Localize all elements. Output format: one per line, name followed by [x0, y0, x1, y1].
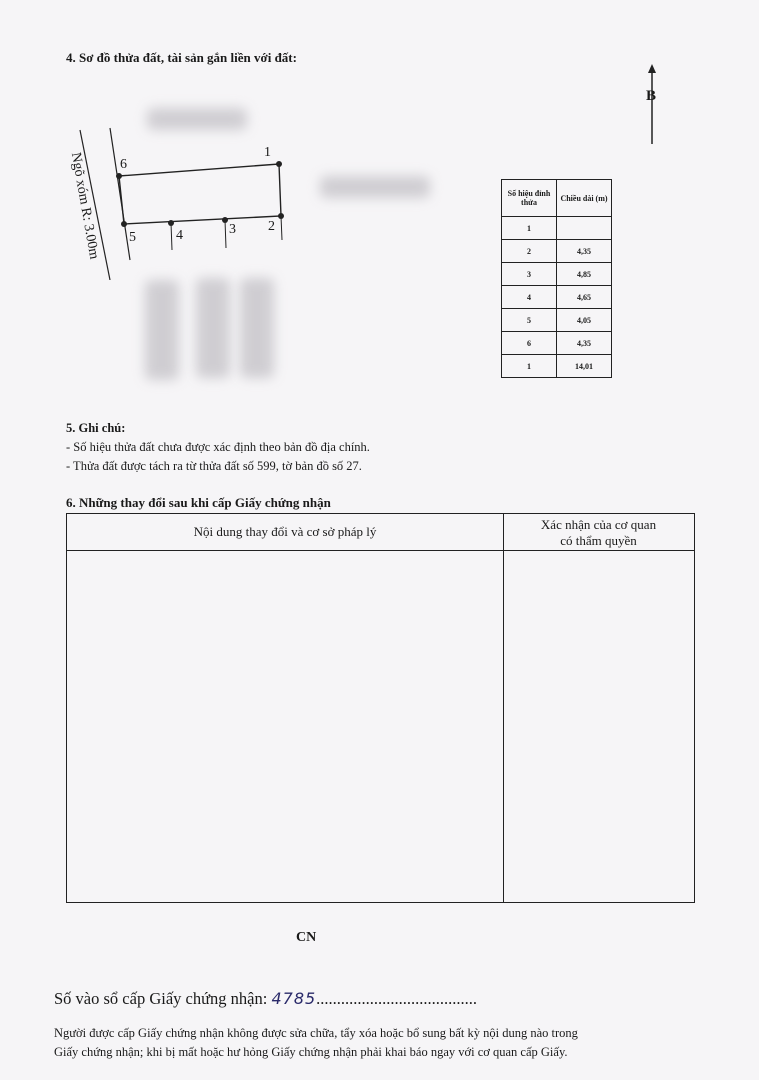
table-cell: 4,35 [557, 332, 612, 355]
blurred-label [196, 278, 230, 378]
column-header-confirmation: Xác nhận của cơ quan có thẩm quyền [540, 517, 657, 548]
table-cell: 6 [502, 332, 557, 355]
table-cell: 1 [502, 355, 557, 378]
column-divider [503, 514, 504, 902]
registry-label: Số vào sổ cấp Giấy chứng nhận: [54, 989, 268, 1008]
section-4-title: 4. Sơ đồ thửa đất, tài sản gắn liền với đất: [66, 50, 297, 65]
north-label: B [646, 88, 657, 104]
blurred-label [320, 176, 430, 198]
table-cell: 4 [502, 286, 557, 309]
changes-table [66, 513, 695, 903]
point-label-6: 6 [120, 157, 127, 172]
table-cell: 3 [502, 263, 557, 286]
table-cell: 4,65 [557, 286, 612, 309]
road-label: Ngõ xóm R: 3.00m [67, 151, 102, 261]
vertex-length-table [501, 179, 612, 378]
column-header-content: Nội dung thay đổi và cơ sở pháp lý [193, 524, 377, 539]
table-cell: 14,01 [557, 355, 612, 378]
registry-line [54, 989, 477, 1009]
point-label-5: 5 [129, 230, 136, 245]
section-5-title: 5. Ghi chú: [66, 421, 126, 435]
warning-line-1: Người được cấp Giấy chứng nhận không được sửa chữa, tẩy xóa hoặc bổ sung bất kỳ nội dung nào trong [54, 1026, 578, 1040]
note-line: - Số hiệu thửa đất chưa được xác định theo bản đồ địa chính. [66, 440, 370, 454]
road-edge-inner [110, 128, 130, 260]
table-cell: 1 [502, 217, 557, 240]
note-line: - Thửa đất được tách ra từ thửa đất số 599, tờ bản đồ số 27. [66, 459, 362, 473]
point-label-3: 3 [229, 222, 236, 237]
north-arrow-icon [640, 64, 670, 146]
parcel-map [70, 120, 310, 280]
table-cell: 4,35 [557, 240, 612, 263]
document-code: CN [296, 930, 317, 945]
registry-dots: ....................................... [316, 989, 478, 1008]
vertex-5 [121, 221, 127, 227]
vertex-1 [276, 161, 282, 167]
point-label-1: 1 [264, 145, 271, 160]
registry-number: 4785 [271, 989, 317, 1008]
warning-line-2: Giấy chứng nhận; khi bị mất hoặc hư hỏng Giấy chứng nhận phải khai báo ngay với cơ quan cấp Giấy. [54, 1045, 568, 1059]
table-header: Chiều dài (m) [557, 180, 612, 217]
parcel-boundary [119, 164, 281, 224]
point-label-2: 2 [268, 219, 275, 234]
section-6-title: 6. Những thay đổi sau khi cấp Giấy chứng nhận [66, 495, 331, 510]
table-header: Số hiệu đỉnh thửa [502, 180, 557, 217]
table-cell: 4,05 [557, 309, 612, 332]
table-cell [557, 217, 612, 240]
blurred-label [145, 280, 179, 380]
table-cell: 5 [502, 309, 557, 332]
table-cell: 4,85 [557, 263, 612, 286]
table-cell: 2 [502, 240, 557, 263]
blurred-label [240, 278, 274, 378]
point-label-4: 4 [176, 228, 183, 243]
vertex-6 [116, 173, 122, 179]
